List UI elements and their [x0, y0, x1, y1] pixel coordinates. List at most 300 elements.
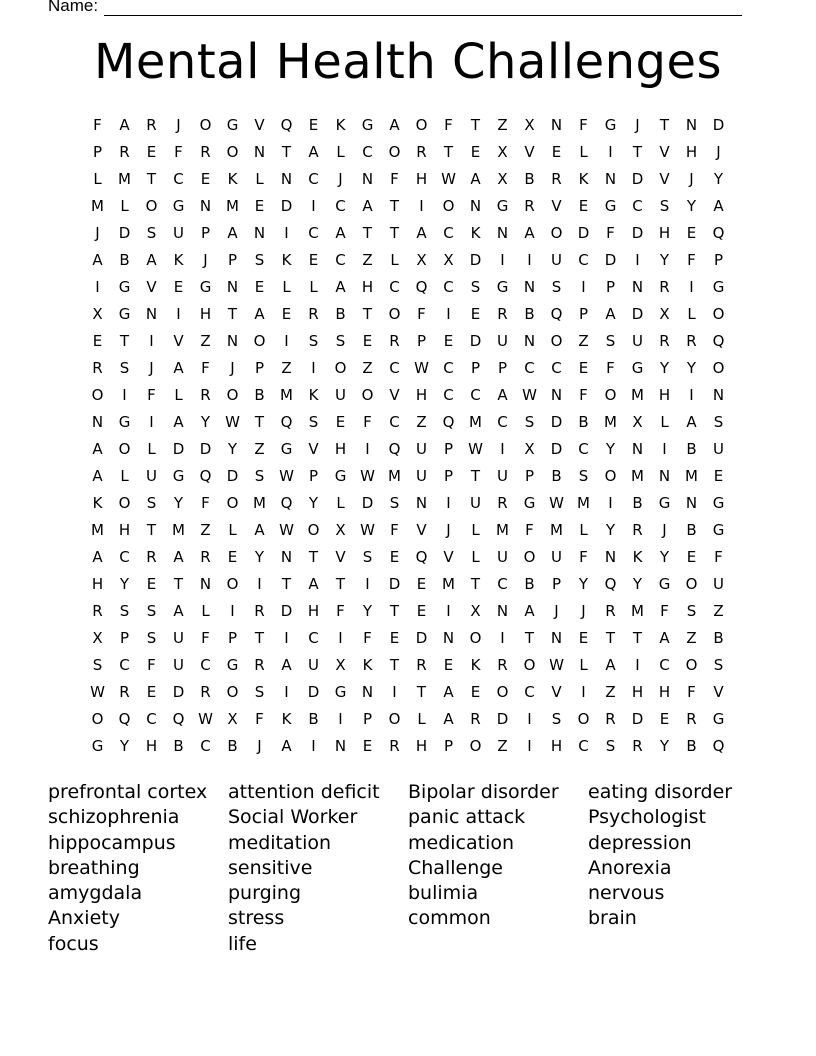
grid-letter[interactable]: R — [659, 278, 670, 296]
grid-letter[interactable]: C — [362, 143, 373, 161]
grid-letter[interactable]: R — [497, 305, 508, 323]
grid-letter[interactable]: P — [443, 467, 454, 485]
grid-letter[interactable]: H — [631, 683, 644, 701]
grid-letter[interactable]: Y — [659, 359, 670, 377]
grid-letter[interactable]: A — [281, 737, 292, 755]
grid-letter[interactable]: A — [92, 251, 103, 269]
grid-letter[interactable]: F — [444, 116, 453, 134]
grid-letter[interactable]: L — [471, 548, 480, 566]
grid-letter[interactable]: A — [524, 224, 535, 242]
grid-letter[interactable]: S — [119, 602, 130, 620]
grid-letter[interactable]: S — [362, 548, 373, 566]
grid-letter[interactable]: G — [631, 359, 644, 377]
grid-letter[interactable]: D — [199, 440, 212, 458]
grid-letter[interactable]: C — [200, 737, 211, 755]
grid-letter[interactable]: R — [551, 170, 562, 188]
grid-letter[interactable]: A — [686, 413, 697, 431]
grid-letter[interactable]: O — [91, 386, 104, 404]
grid-letter[interactable]: K — [335, 116, 346, 134]
grid-letter[interactable]: P — [92, 143, 103, 161]
grid-letter[interactable]: F — [687, 683, 696, 701]
grid-letter[interactable]: O — [118, 494, 131, 512]
grid-letter[interactable]: C — [578, 440, 589, 458]
grid-letter[interactable]: S — [389, 494, 400, 512]
grid-letter[interactable]: V — [254, 116, 265, 134]
grid-letter[interactable]: N — [361, 170, 374, 188]
grid-letter[interactable]: L — [201, 602, 210, 620]
grid-letter[interactable]: R — [416, 656, 427, 674]
grid-letter[interactable]: F — [174, 143, 183, 161]
grid-letter[interactable]: U — [335, 386, 346, 404]
grid-letter[interactable]: O — [388, 143, 401, 161]
grid-letter[interactable]: B — [254, 386, 265, 404]
grid-letter[interactable]: R — [686, 332, 697, 350]
grid-letter[interactable]: O — [685, 656, 698, 674]
grid-letter[interactable]: S — [605, 737, 616, 755]
grid-letter[interactable]: U — [308, 656, 319, 674]
grid-letter[interactable]: Q — [604, 575, 617, 593]
grid-letter[interactable]: M — [280, 386, 293, 404]
grid-letter[interactable]: R — [254, 602, 265, 620]
grid-letter[interactable]: S — [119, 359, 130, 377]
grid-letter[interactable]: N — [415, 494, 428, 512]
grid-letter[interactable]: B — [713, 629, 724, 647]
grid-letter[interactable]: I — [284, 683, 289, 701]
grid-letter[interactable]: F — [660, 602, 669, 620]
grid-letter[interactable]: E — [362, 737, 373, 755]
grid-letter[interactable]: E — [335, 413, 346, 431]
grid-letter[interactable]: P — [551, 575, 562, 593]
grid-letter[interactable]: M — [496, 521, 509, 539]
grid-letter[interactable]: T — [632, 143, 643, 161]
grid-letter[interactable]: C — [335, 197, 346, 215]
grid-letter[interactable]: F — [147, 656, 156, 674]
grid-letter[interactable]: R — [200, 143, 211, 161]
grid-letter[interactable]: A — [659, 629, 670, 647]
grid-letter[interactable]: P — [362, 710, 373, 728]
grid-letter[interactable]: C — [308, 629, 319, 647]
grid-letter[interactable]: Q — [172, 710, 185, 728]
grid-letter[interactable]: H — [415, 737, 428, 755]
grid-letter[interactable]: F — [363, 413, 372, 431]
grid-letter[interactable]: Y — [200, 413, 211, 431]
grid-letter[interactable]: W — [360, 467, 375, 485]
grid-letter[interactable]: H — [658, 224, 671, 242]
grid-letter[interactable]: F — [147, 386, 156, 404]
grid-letter[interactable]: E — [308, 251, 319, 269]
grid-letter[interactable]: P — [308, 467, 319, 485]
grid-letter[interactable]: I — [635, 656, 640, 674]
grid-letter[interactable]: T — [281, 575, 292, 593]
grid-letter[interactable]: I — [95, 278, 100, 296]
grid-letter[interactable]: U — [146, 467, 157, 485]
grid-letter[interactable]: I — [689, 278, 694, 296]
grid-letter[interactable]: P — [200, 224, 211, 242]
grid-letter[interactable]: P — [524, 467, 535, 485]
grid-letter[interactable]: J — [716, 143, 721, 161]
grid-letter[interactable]: T — [443, 143, 454, 161]
grid-letter[interactable]: W — [360, 521, 375, 539]
grid-letter[interactable]: G — [496, 278, 509, 296]
grid-letter[interactable]: A — [173, 413, 184, 431]
grid-letter[interactable]: I — [149, 413, 154, 431]
grid-letter[interactable]: Y — [362, 602, 373, 620]
grid-letter[interactable]: L — [120, 197, 129, 215]
grid-letter[interactable]: N — [496, 602, 509, 620]
grid-letter[interactable]: C — [659, 656, 670, 674]
grid-letter[interactable]: O — [253, 332, 266, 350]
grid-letter[interactable]: W — [198, 710, 213, 728]
grid-letter[interactable]: J — [257, 737, 262, 755]
grid-letter[interactable]: C — [308, 224, 319, 242]
grid-letter[interactable]: L — [282, 278, 291, 296]
grid-letter[interactable]: D — [604, 251, 617, 269]
grid-letter[interactable]: S — [686, 602, 697, 620]
grid-letter[interactable]: G — [118, 278, 131, 296]
grid-letter[interactable]: N — [604, 548, 617, 566]
grid-letter[interactable]: B — [308, 710, 319, 728]
grid-letter[interactable]: K — [578, 170, 589, 188]
grid-letter[interactable]: G — [604, 197, 617, 215]
grid-letter[interactable]: G — [118, 305, 131, 323]
grid-letter[interactable]: S — [713, 656, 724, 674]
grid-letter[interactable]: L — [687, 305, 696, 323]
grid-letter[interactable]: Z — [605, 683, 616, 701]
grid-letter[interactable]: E — [713, 467, 724, 485]
grid-letter[interactable]: G — [172, 197, 185, 215]
grid-letter[interactable]: I — [284, 224, 289, 242]
grid-letter[interactable]: W — [441, 170, 456, 188]
grid-letter[interactable]: M — [631, 467, 644, 485]
grid-letter[interactable]: I — [311, 359, 316, 377]
grid-letter[interactable]: O — [226, 575, 239, 593]
grid-letter[interactable]: M — [118, 170, 131, 188]
grid-letter[interactable]: L — [579, 656, 588, 674]
grid-letter[interactable]: I — [284, 629, 289, 647]
grid-letter[interactable]: H — [415, 386, 428, 404]
grid-letter[interactable]: D — [631, 170, 644, 188]
grid-letter[interactable]: A — [416, 224, 427, 242]
grid-letter[interactable]: E — [443, 656, 454, 674]
grid-letter[interactable]: T — [389, 656, 400, 674]
grid-letter[interactable]: I — [149, 332, 154, 350]
grid-letter[interactable]: Y — [119, 737, 130, 755]
grid-letter[interactable]: C — [551, 359, 562, 377]
grid-letter[interactable]: I — [446, 305, 451, 323]
grid-letter[interactable]: C — [443, 386, 454, 404]
grid-letter[interactable]: X — [416, 251, 427, 269]
grid-letter[interactable]: V — [551, 683, 562, 701]
grid-letter[interactable]: N — [685, 116, 698, 134]
grid-letter[interactable]: N — [199, 575, 212, 593]
grid-letter[interactable]: R — [389, 332, 400, 350]
grid-letter[interactable]: E — [578, 359, 589, 377]
grid-letter[interactable]: L — [228, 521, 237, 539]
grid-letter[interactable]: G — [199, 278, 212, 296]
grid-letter[interactable]: W — [279, 521, 294, 539]
grid-letter[interactable]: G — [712, 278, 725, 296]
grid-letter[interactable]: L — [660, 413, 669, 431]
grid-letter[interactable]: E — [416, 602, 427, 620]
grid-letter[interactable]: C — [443, 359, 454, 377]
grid-letter[interactable]: A — [335, 278, 346, 296]
grid-letter[interactable]: E — [659, 710, 670, 728]
grid-letter[interactable]: A — [173, 602, 184, 620]
grid-letter[interactable]: R — [200, 683, 211, 701]
grid-letter[interactable]: O — [199, 116, 212, 134]
grid-letter[interactable]: A — [254, 521, 265, 539]
grid-letter[interactable]: D — [550, 413, 563, 431]
grid-letter[interactable]: Z — [200, 332, 211, 350]
grid-letter[interactable]: V — [335, 548, 346, 566]
grid-letter[interactable]: I — [338, 710, 343, 728]
grid-letter[interactable]: C — [308, 170, 319, 188]
grid-letter[interactable]: X — [524, 116, 535, 134]
grid-letter[interactable]: H — [91, 575, 104, 593]
grid-letter[interactable]: V — [416, 521, 427, 539]
grid-letter[interactable]: C — [173, 170, 184, 188]
grid-letter[interactable]: R — [308, 305, 319, 323]
grid-letter[interactable]: B — [686, 440, 697, 458]
grid-letter[interactable]: J — [554, 602, 559, 620]
grid-letter[interactable]: I — [365, 440, 370, 458]
grid-letter[interactable]: I — [338, 629, 343, 647]
grid-letter[interactable]: N — [604, 170, 617, 188]
grid-letter[interactable]: Y — [308, 494, 319, 512]
grid-letter[interactable]: T — [119, 332, 130, 350]
grid-letter[interactable]: V — [173, 332, 184, 350]
grid-letter[interactable]: R — [200, 386, 211, 404]
grid-letter[interactable]: N — [442, 629, 455, 647]
grid-letter[interactable]: O — [307, 521, 320, 539]
grid-letter[interactable]: X — [335, 656, 346, 674]
grid-letter[interactable]: P — [119, 629, 130, 647]
grid-letter[interactable]: C — [632, 197, 643, 215]
grid-letter[interactable]: J — [581, 602, 586, 620]
grid-letter[interactable]: U — [173, 656, 184, 674]
grid-letter[interactable]: U — [632, 332, 643, 350]
grid-letter[interactable]: Q — [712, 224, 725, 242]
grid-letter[interactable]: I — [500, 629, 505, 647]
grid-letter[interactable]: S — [146, 494, 157, 512]
grid-letter[interactable]: D — [226, 467, 239, 485]
grid-letter[interactable]: R — [92, 359, 103, 377]
grid-letter[interactable]: I — [176, 305, 181, 323]
grid-letter[interactable]: E — [389, 548, 400, 566]
grid-letter[interactable]: T — [146, 521, 157, 539]
grid-letter[interactable]: X — [497, 143, 508, 161]
grid-letter[interactable]: A — [362, 197, 373, 215]
grid-letter[interactable]: K — [281, 251, 292, 269]
grid-letter[interactable]: D — [631, 710, 644, 728]
grid-letter[interactable]: G — [712, 710, 725, 728]
grid-letter[interactable]: N — [631, 278, 644, 296]
grid-letter[interactable]: R — [632, 737, 643, 755]
grid-letter[interactable]: U — [497, 467, 508, 485]
grid-letter[interactable]: S — [659, 197, 670, 215]
grid-letter[interactable]: A — [524, 602, 535, 620]
grid-letter[interactable]: K — [173, 251, 184, 269]
grid-letter[interactable]: A — [605, 656, 616, 674]
grid-letter[interactable]: F — [579, 386, 588, 404]
grid-letter[interactable]: A — [308, 575, 319, 593]
grid-letter[interactable]: S — [335, 332, 346, 350]
grid-letter[interactable]: C — [119, 548, 130, 566]
grid-letter[interactable]: P — [227, 629, 238, 647]
grid-letter[interactable]: T — [308, 548, 319, 566]
grid-letter[interactable]: E — [578, 197, 589, 215]
grid-letter[interactable]: Q — [712, 332, 725, 350]
grid-letter[interactable]: K — [470, 656, 481, 674]
grid-letter[interactable]: U — [470, 494, 481, 512]
grid-letter[interactable]: I — [581, 683, 586, 701]
grid-letter[interactable]: E — [146, 575, 157, 593]
grid-letter[interactable]: F — [93, 116, 102, 134]
grid-letter[interactable]: O — [388, 305, 401, 323]
grid-letter[interactable]: N — [712, 386, 725, 404]
grid-letter[interactable]: Y — [254, 548, 265, 566]
grid-letter[interactable]: E — [686, 548, 697, 566]
grid-letter[interactable]: A — [119, 116, 130, 134]
grid-letter[interactable]: G — [226, 656, 239, 674]
grid-letter[interactable]: J — [446, 521, 451, 539]
grid-letter[interactable]: P — [443, 737, 454, 755]
grid-letter[interactable]: O — [226, 143, 239, 161]
grid-letter[interactable]: B — [119, 251, 130, 269]
grid-letter[interactable]: M — [577, 494, 590, 512]
grid-letter[interactable]: R — [659, 332, 670, 350]
grid-letter[interactable]: P — [497, 359, 508, 377]
grid-letter[interactable]: C — [524, 683, 535, 701]
grid-letter[interactable]: B — [686, 521, 697, 539]
grid-letter[interactable]: O — [334, 359, 347, 377]
grid-letter[interactable]: E — [389, 629, 400, 647]
grid-letter[interactable]: M — [631, 386, 644, 404]
grid-letter[interactable]: L — [120, 467, 129, 485]
grid-letter[interactable]: D — [118, 224, 131, 242]
grid-letter[interactable]: O — [604, 467, 617, 485]
grid-letter[interactable]: X — [659, 305, 670, 323]
grid-letter[interactable]: T — [173, 575, 184, 593]
grid-letter[interactable]: R — [119, 143, 130, 161]
grid-letter[interactable]: D — [712, 116, 725, 134]
grid-letter[interactable]: O — [226, 386, 239, 404]
grid-letter[interactable]: I — [365, 575, 370, 593]
grid-letter[interactable]: J — [203, 251, 208, 269]
grid-letter[interactable]: P — [578, 305, 589, 323]
grid-letter[interactable]: O — [523, 548, 536, 566]
grid-letter[interactable]: S — [146, 629, 157, 647]
grid-letter[interactable]: I — [635, 251, 640, 269]
grid-letter[interactable]: A — [308, 143, 319, 161]
grid-letter[interactable]: D — [577, 224, 590, 242]
grid-letter[interactable]: N — [496, 224, 509, 242]
grid-letter[interactable]: C — [443, 278, 454, 296]
grid-letter[interactable]: I — [446, 602, 451, 620]
grid-letter[interactable]: I — [689, 386, 694, 404]
grid-letter[interactable]: J — [662, 521, 667, 539]
grid-letter[interactable]: G — [226, 116, 239, 134]
grid-letter[interactable]: S — [551, 710, 562, 728]
grid-letter[interactable]: R — [200, 548, 211, 566]
grid-letter[interactable]: E — [173, 278, 184, 296]
grid-letter[interactable]: N — [550, 386, 563, 404]
grid-letter[interactable]: B — [524, 305, 535, 323]
grid-letter[interactable]: F — [201, 494, 210, 512]
grid-letter[interactable]: D — [388, 575, 401, 593]
grid-letter[interactable]: H — [415, 170, 428, 188]
grid-letter[interactable]: R — [389, 737, 400, 755]
grid-letter[interactable]: Q — [388, 440, 401, 458]
grid-letter[interactable]: T — [524, 629, 535, 647]
grid-letter[interactable]: B — [524, 170, 535, 188]
grid-letter[interactable]: D — [631, 305, 644, 323]
grid-letter[interactable]: U — [713, 575, 724, 593]
grid-letter[interactable]: G — [712, 494, 725, 512]
grid-letter[interactable]: H — [361, 278, 374, 296]
grid-letter[interactable]: Q — [442, 413, 455, 431]
grid-letter[interactable]: Y — [605, 440, 616, 458]
grid-letter[interactable]: K — [227, 170, 238, 188]
grid-letter[interactable]: E — [578, 629, 589, 647]
grid-letter[interactable]: W — [468, 440, 483, 458]
grid-letter[interactable]: B — [578, 413, 589, 431]
grid-letter[interactable]: L — [579, 521, 588, 539]
grid-letter[interactable]: K — [308, 386, 319, 404]
grid-letter[interactable]: E — [146, 683, 157, 701]
grid-letter[interactable]: A — [173, 359, 184, 377]
grid-letter[interactable]: Z — [362, 251, 373, 269]
grid-letter[interactable]: Y — [659, 251, 670, 269]
grid-letter[interactable]: B — [632, 494, 643, 512]
grid-letter[interactable]: C — [119, 656, 130, 674]
grid-letter[interactable]: O — [469, 737, 482, 755]
grid-letter[interactable]: L — [255, 170, 264, 188]
grid-letter[interactable]: Y — [632, 575, 643, 593]
grid-letter[interactable]: D — [280, 602, 293, 620]
grid-letter[interactable]: D — [550, 440, 563, 458]
grid-letter[interactable]: J — [635, 116, 640, 134]
grid-letter[interactable]: F — [579, 116, 588, 134]
grid-letter[interactable]: M — [388, 467, 401, 485]
grid-letter[interactable]: D — [415, 629, 428, 647]
grid-letter[interactable]: X — [497, 170, 508, 188]
grid-letter[interactable]: J — [230, 359, 235, 377]
grid-letter[interactable]: Y — [578, 575, 589, 593]
grid-letter[interactable]: U — [416, 467, 427, 485]
grid-letter[interactable]: V — [551, 197, 562, 215]
grid-letter[interactable]: E — [92, 332, 103, 350]
grid-letter[interactable]: T — [362, 305, 373, 323]
grid-letter[interactable]: B — [686, 737, 697, 755]
grid-letter[interactable]: S — [308, 332, 319, 350]
grid-letter[interactable]: T — [470, 116, 481, 134]
grid-letter[interactable]: R — [416, 143, 427, 161]
grid-letter[interactable]: E — [470, 683, 481, 701]
grid-letter[interactable]: R — [497, 656, 508, 674]
grid-letter[interactable]: I — [527, 251, 532, 269]
grid-letter[interactable]: N — [253, 143, 266, 161]
grid-letter[interactable]: R — [146, 548, 157, 566]
grid-letter[interactable]: M — [631, 602, 644, 620]
grid-letter[interactable]: O — [91, 710, 104, 728]
grid-letter[interactable]: N — [91, 413, 104, 431]
grid-letter[interactable]: E — [470, 143, 481, 161]
grid-letter[interactable]: H — [685, 143, 698, 161]
grid-letter[interactable]: V — [443, 548, 454, 566]
grid-letter[interactable]: X — [470, 602, 481, 620]
grid-letter[interactable]: T — [254, 629, 265, 647]
